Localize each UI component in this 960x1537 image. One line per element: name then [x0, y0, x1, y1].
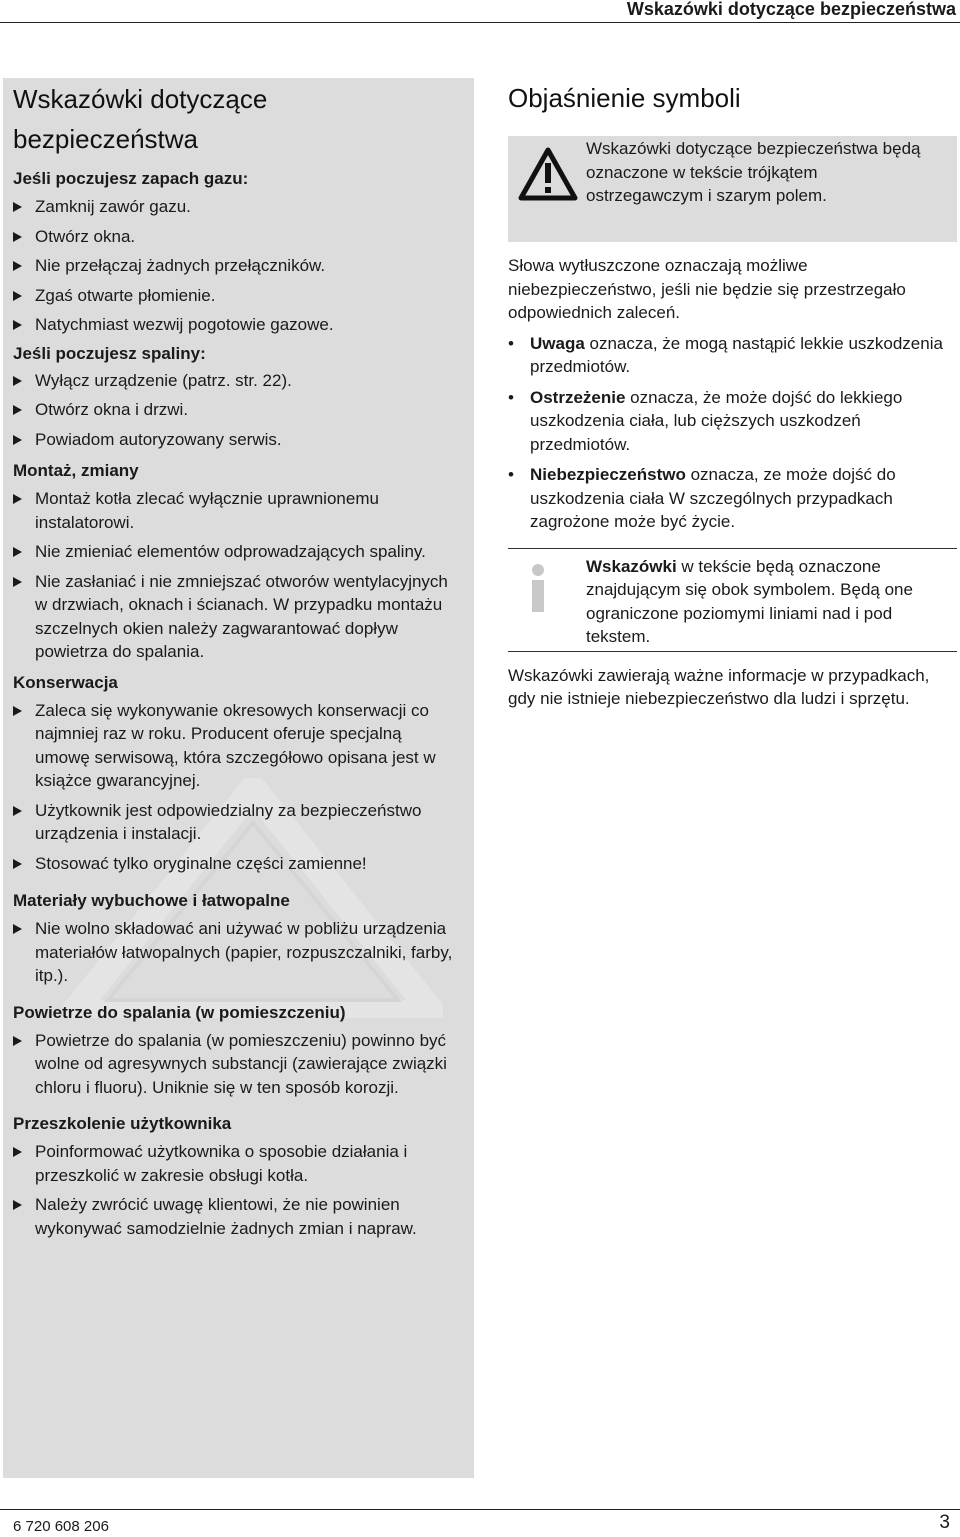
list-item-text: Zamknij zawór gazu.	[35, 197, 191, 216]
page-title-line2: bezpieczeństwa	[13, 124, 198, 154]
triangle-bullet-icon	[13, 1036, 22, 1046]
list-item	[13, 540, 460, 564]
hazard-description: oznacza, że może dojść do lekkiego uszkodzenia ciała, lub cięższych uszkodzeń przedmiotów.	[530, 387, 903, 454]
hazard-level-item	[508, 463, 957, 534]
list-item-text: Nie wolno składować ani używać w pobliżu urządzenia materiałów łatwopalnych (papier, rozpuszczalniki, farby, itp.).	[35, 919, 453, 985]
list-item	[13, 799, 460, 846]
list-item-text: Użytkownik jest odpowiedzialny za bezpieczeństwo urządzenia i instalacji.	[35, 800, 422, 843]
triangle-bullet-icon	[13, 577, 22, 587]
list-item	[13, 570, 460, 664]
section-heading-explosive: Materiały wybuchowe i łatwopalne	[13, 891, 290, 910]
triangle-bullet-icon	[13, 320, 22, 330]
list-item-text: Poinformować użytkownika o sposobie działania i przeszkolić w zakresie obsługi kotła.	[35, 1142, 408, 1185]
list-item	[13, 398, 460, 422]
triangle-bullet-icon	[13, 376, 22, 386]
triangle-bullet-icon	[13, 547, 22, 557]
list-item-text: Otwórz okna i drzwi.	[35, 400, 189, 419]
list-item	[13, 225, 460, 249]
hazard-description: oznacza, że mogą nastąpić lekkie uszkodzenia przedmiotów.	[530, 333, 943, 376]
bullet-dot-icon: •	[508, 387, 514, 407]
triangle-bullet-icon	[13, 494, 22, 504]
list-item	[13, 1193, 460, 1240]
list-item	[13, 284, 460, 308]
triangle-bullet-icon	[13, 435, 22, 445]
list-item-text: Nie przełączaj żadnych przełączników.	[35, 256, 326, 275]
hazard-level-item	[508, 386, 957, 457]
list-item	[13, 852, 460, 876]
triangle-bullet-icon	[13, 202, 22, 212]
list-item	[13, 487, 460, 534]
section-heading-air: Powietrze do spalania (w pomieszczeniu)	[13, 1002, 346, 1022]
list-item	[13, 428, 460, 452]
triangle-bullet-icon	[13, 806, 22, 816]
warning-example-box	[508, 136, 957, 242]
section-heading-exhaust: Jeśli poczujesz spaliny:	[13, 343, 206, 363]
triangle-bullet-icon	[13, 924, 22, 934]
list-item-text: Otwórz okna.	[35, 226, 136, 246]
list-item	[13, 1029, 460, 1100]
list-item	[13, 254, 460, 278]
page-title-line1: Wskazówki dotyczące	[13, 84, 268, 114]
hazard-term: Niebezpieczeństwo	[530, 465, 686, 484]
bullet-dot-icon: •	[508, 465, 514, 484]
list-item-text: Wyłącz urządzenie (patrz. str. 22).	[35, 370, 292, 390]
hazard-level-item	[508, 332, 957, 379]
list-item	[13, 313, 460, 337]
triangle-bullet-icon	[13, 261, 22, 271]
list-item-text: Montaż kotła zlecać wyłącznie uprawnionemu instalatorowi.	[35, 489, 379, 532]
document-code: 6 720 608 206	[13, 1518, 109, 1535]
hazard-term: Ostrzeżenie	[530, 387, 626, 407]
hazard-description: oznacza, ze może dojść do uszkodzenia ciała W szczególnych przypadkach zagrożone może być życie.	[530, 465, 896, 531]
triangle-bullet-icon	[13, 232, 22, 242]
list-item-text: Powiadom autoryzowany serwis.	[35, 429, 282, 449]
triangle-bullet-icon	[13, 1147, 22, 1157]
triangle-bullet-icon	[13, 706, 22, 716]
warning-triangle-icon	[518, 146, 578, 201]
info-explanation	[586, 555, 946, 649]
hazard-term: Uwaga	[530, 333, 585, 353]
list-item-text: Nie zmieniać elementów odprowadzających spaliny.	[35, 542, 426, 561]
list-item-text: Powietrze do spalania (w pomieszczeniu) powinno być wolne od agresywnych substancji (zawierające związki chloru i fluoru). Uniknie się w ten sposób korozji.	[35, 1030, 447, 1097]
info-icon	[516, 563, 560, 613]
triangle-bullet-icon	[13, 291, 22, 301]
list-item	[13, 369, 460, 393]
running-header: Wskazówki dotyczące bezpieczeństwa	[626, 0, 956, 19]
list-item	[13, 195, 460, 219]
list-item	[13, 699, 460, 793]
section-heading-maintenance: Konserwacja	[13, 672, 118, 692]
triangle-bullet-icon	[13, 405, 22, 415]
info-bottom-rule	[508, 651, 957, 652]
bold-words-intro: Słowa wytłuszczone oznaczają możliwe niebezpieczeństwo, jeśli nie będzie się przestrzegało odpowiednich zaleceń.	[508, 256, 906, 322]
list-item-text: Nie zasłaniać i nie zmniejszać otworów wentylacyjnych w drzwiach, oknach i ścianach. W przypadku montażu szczelnych okien należy zagwarantować dopływ powietrza do spalania.	[35, 571, 448, 661]
list-item	[13, 917, 460, 988]
page-number: 3	[939, 1512, 950, 1533]
list-item-text: Zaleca się wykonywanie okresowych konserwacji co najmniej raz w roku. Producent oferuje specjalną umowę serwisową, która szczegółowo opisana jest w książce gwarancyjnej.	[35, 700, 436, 790]
bullet-dot-icon: •	[508, 333, 514, 353]
footer-rule	[0, 1509, 960, 1510]
symbols-column	[508, 78, 957, 708]
section-heading-install: Montaż, zmiany	[13, 461, 139, 480]
info-paragraph: Wskazówki zawierają ważne informacje w przypadkach, gdy nie istnieje niebezpieczeństwo dla ludzi i sprzętu.	[508, 665, 930, 708]
list-item-text: Należy zwrócić uwagę klientowi, że nie powinien wykonywać samodzielnie żadnych zmian i napraw.	[35, 1195, 417, 1238]
warning-explanation: Wskazówki dotyczące bezpieczeństwa będą oznaczone w tekście trójkątem ostrzegawczym i szarym polem.	[586, 139, 921, 205]
list-item	[13, 1140, 460, 1187]
section-heading-training: Przeszkolenie użytkownika	[13, 1114, 232, 1133]
section-heading-gas: Jeśli poczujesz zapach gazu:	[13, 169, 249, 188]
symbols-title: Objaśnienie symboli	[508, 83, 741, 113]
header-rule	[0, 22, 960, 23]
list-item-text: Zgaś otwarte płomienie.	[35, 285, 216, 305]
safety-panel	[3, 78, 474, 1478]
triangle-bullet-icon	[13, 859, 22, 869]
list-item-text: Natychmiast wezwij pogotowie gazowe.	[35, 315, 334, 334]
info-term: Wskazówki	[586, 556, 677, 576]
info-example	[508, 549, 957, 651]
list-item-text: Stosować tylko oryginalne części zamienne!	[35, 853, 367, 873]
info-text: w tekście będą oznaczone znajdującym się obok symbolem. Będą one ograniczone poziomymi liniami nad i pod tekstem.	[586, 556, 913, 646]
triangle-bullet-icon	[13, 1200, 22, 1210]
